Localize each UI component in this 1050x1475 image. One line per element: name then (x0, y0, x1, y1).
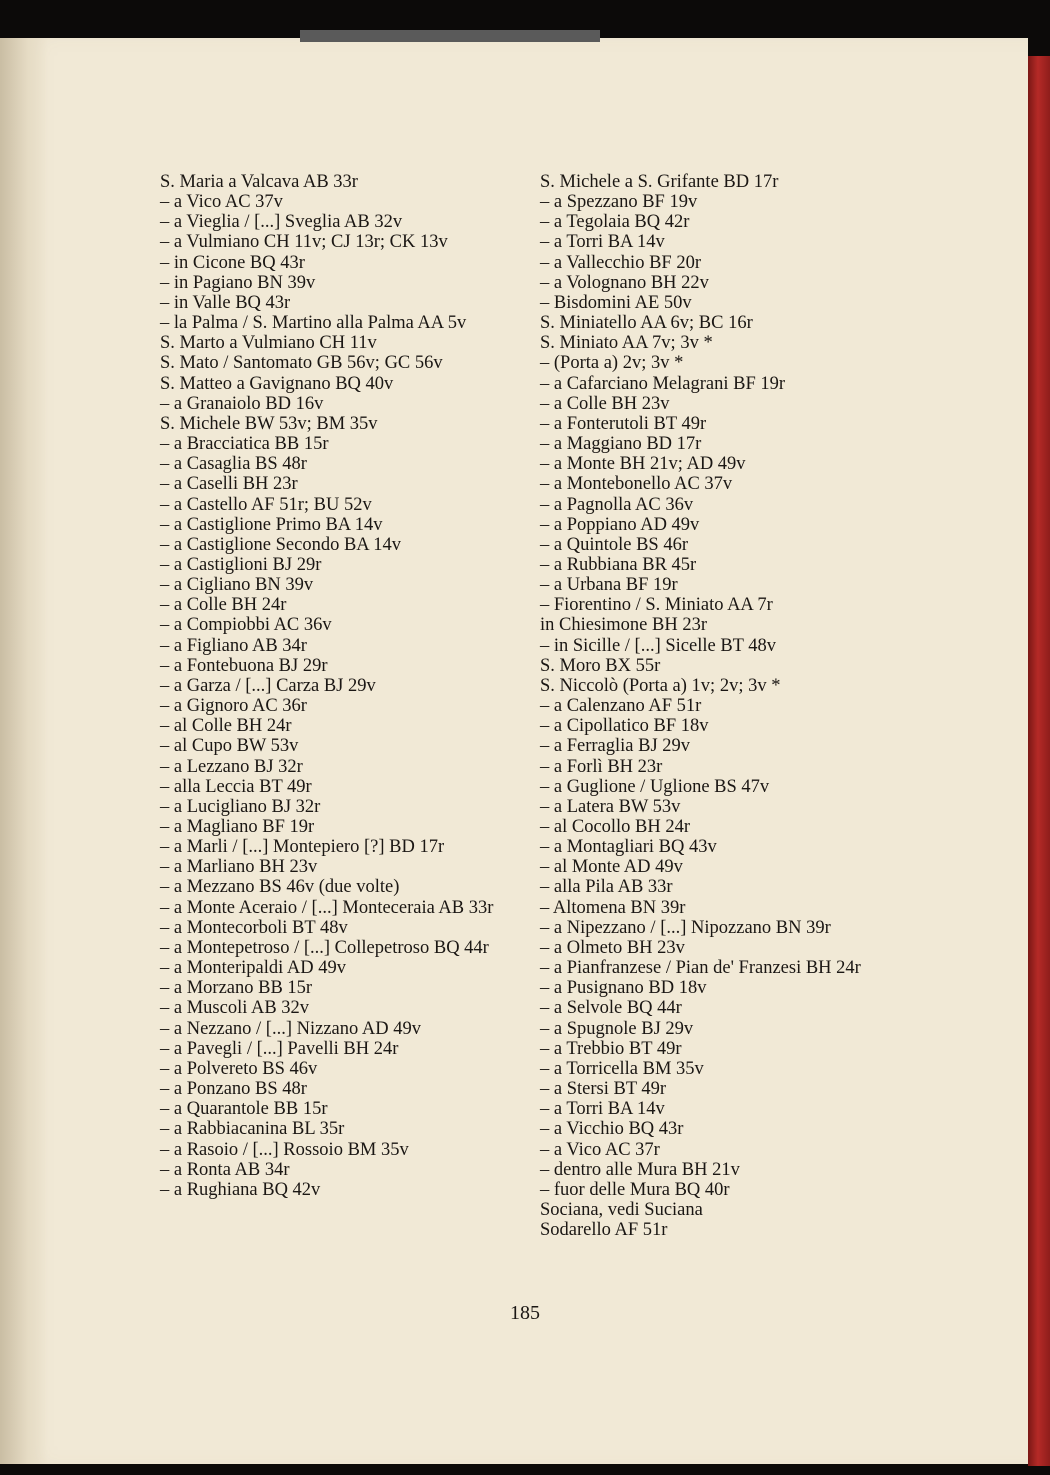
index-entry: – a Casaglia BS 48r (160, 454, 307, 475)
index-entry: – a Pusignano BD 18v (540, 978, 707, 999)
index-entry: – a Vico AC 37v (160, 192, 283, 213)
index-entry: – a Olmeto BH 23v (540, 937, 685, 958)
index-entry: – a Castello AF 51r; BU 52v (160, 494, 372, 515)
index-entry: – a Muscoli AB 32v (160, 998, 310, 1019)
index-entry: S. Matteo a Gavignano BQ 40v (160, 373, 394, 394)
index-entry: S. Mato / Santomato GB 56v; GC 56v (160, 353, 443, 374)
index-entry: S. Miniatello AA 6v; BC 16r (540, 313, 753, 334)
index-entry: – a Stersi BT 49r (540, 1079, 667, 1100)
index-entry: – a Latera BW 53v (540, 796, 681, 817)
index-entry: Sociana, vedi Suciana (540, 1199, 703, 1220)
index-entry: S. Miniato AA 7v; 3v * (540, 333, 713, 354)
index-entry: – a Fonterutoli BT 49r (540, 413, 707, 434)
binding-strip (300, 30, 600, 42)
index-entry: – a Castiglioni BJ 29r (160, 554, 322, 575)
index-entry: – la Palma / S. Martino alla Palma AA 5v (160, 313, 467, 334)
index-entry: – a Vieglia / [...] Sveglia AB 32v (160, 212, 403, 233)
index-entry: – a Marliano BH 23v (160, 857, 318, 878)
index-entry: – a Vallecchio BF 20r (540, 252, 701, 273)
index-entry: S. Marto a Vulmiano CH 11v (160, 333, 377, 354)
index-entry: – a Lezzano BJ 32r (160, 756, 303, 777)
index-entry: – a Nezzano / [...] Nizzano AD 49v (160, 1018, 421, 1039)
index-entry: S. Michele a S. Grifante BD 17r (540, 172, 779, 192)
index-entry: – in Cicone BQ 43r (160, 252, 305, 273)
index-entry: – in Sicille / [...] Sicelle BT 48v (540, 635, 777, 656)
index-entry: S. Moro BX 55r (540, 655, 661, 676)
index-entry: – a Torricella BM 35v (540, 1058, 704, 1079)
index-entry: – a Rubbiana BR 45r (540, 554, 697, 575)
index-entry: – Fiorentino / S. Miniato AA 7r (540, 595, 773, 616)
index-entry: – al Monte AD 49v (540, 857, 683, 878)
index-entry: – a Cipollatico BF 18v (540, 716, 709, 737)
index-entry: – a Calenzano AF 51r (540, 696, 702, 717)
index-entry: – a Vico AC 37r (540, 1139, 660, 1160)
index-entry: – al Colle BH 24r (160, 716, 292, 737)
index-entry: – a Montecorboli BT 48v (160, 917, 348, 938)
index-entry: – a Monte Aceraio / [...] Monteceraia AB 33r (160, 897, 494, 918)
index-entry: – a Magliano BF 19r (160, 817, 315, 837)
index-column-right (540, 172, 910, 1240)
index-entry: – a Selvole BQ 44r (540, 998, 682, 1019)
index-entry: – a Pianfranzese / Pian de' Franzesi BH 24r (540, 958, 861, 979)
index-entry: S. Niccolò (Porta a) 1v; 2v; 3v * (540, 675, 781, 696)
index-entry: – a Quintole BS 46r (540, 534, 688, 555)
index-entry: – (Porta a) 2v; 3v * (540, 353, 684, 374)
index-entry: – a Tegolaia BQ 42r (540, 212, 690, 233)
index-entry: – a Spugnole BJ 29v (540, 1018, 694, 1039)
index-entry: – a Mezzano BS 46v (due volte) (160, 877, 400, 898)
index-entry: – a Montagliari BQ 43v (540, 837, 717, 858)
index-entry: – a Pavegli / [...] Pavelli BH 24r (160, 1038, 399, 1059)
index-entry: – a Monte BH 21v; AD 49v (540, 454, 746, 475)
index-entry: – a Compiobbi AC 36v (160, 615, 332, 636)
index-entry: – a Ronta AB 34r (160, 1159, 290, 1180)
index-entry: – a Castiglione Primo BA 14v (160, 514, 383, 535)
page-number: 185 (510, 1302, 540, 1324)
index-entry: – a Urbana BF 19r (540, 575, 678, 596)
index-entry: in Chiesimone BH 23r (540, 615, 708, 636)
index-entry: – a Quarantole BB 15r (160, 1099, 328, 1120)
index-entry: – a Volognano BH 22v (540, 272, 709, 293)
index-entry: – a Morzano BB 15r (160, 978, 313, 999)
index-entry: – a Montebonello AC 37v (540, 474, 733, 495)
page-gutter (0, 38, 48, 1464)
index-entry: – a Trebbio BT 49r (540, 1038, 682, 1059)
index-entry: – a Spezzano BF 19v (540, 192, 698, 213)
index-entry: – a Gignoro AC 36r (160, 696, 307, 717)
index-entry: – al Cupo BW 53v (160, 736, 299, 757)
index-entry: – fuor delle Mura BQ 40r (540, 1179, 730, 1200)
index-entry: – a Poppiano AD 49v (540, 514, 700, 535)
index-entry: – in Pagiano BN 39v (160, 272, 316, 293)
index-entry: – alla Leccia BT 49r (160, 776, 312, 797)
index-entry: Sodarello AF 51r (540, 1220, 668, 1241)
index-entry: – a Marli / [...] Montepiero [?] BD 17r (160, 837, 445, 858)
index-entry: – a Nipezzano / [...] Nipozzano BN 39r (540, 917, 831, 938)
index-entry: – in Valle BQ 43r (160, 292, 291, 313)
index-entry: S. Michele BW 53v; BM 35v (160, 413, 378, 434)
index-entry: – a Rabbiacanina BL 35r (160, 1119, 345, 1140)
index-entry: – a Colle BH 24r (160, 595, 287, 616)
index-entry: S. Maria a Valcava AB 33r (160, 172, 358, 192)
index-entry: – Altomena BN 39r (540, 897, 686, 918)
index-entry: – a Guglione / Uglione BS 47v (540, 776, 770, 797)
index-entry: – a Vicchio BQ 43r (540, 1119, 684, 1140)
index-entry: – a Figliano AB 34r (160, 635, 307, 656)
index-entry: – a Ferraglia BJ 29v (540, 736, 691, 757)
index-entry: – a Montepetroso / [...] Collepetroso BQ 44r (160, 937, 489, 958)
index-entry: – a Pagnolla AC 36v (540, 494, 694, 515)
index-entry: – a Fontebuona BJ 29r (160, 655, 328, 676)
index-entry: – a Rasoio / [...] Rossoio BM 35v (160, 1139, 409, 1160)
index-entry: – Bisdomini AE 50v (540, 292, 692, 313)
index-entry: – a Forlì BH 23r (540, 756, 663, 777)
index-entry: – a Bracciatica BB 15r (160, 434, 329, 455)
index-entry: – a Torri BA 14v (540, 232, 665, 253)
index-entry: – a Torri BA 14v (540, 1099, 665, 1120)
index-entry: – a Polvereto BS 46v (160, 1058, 318, 1079)
index-entry: – a Garza / [...] Carza BJ 29v (160, 675, 376, 696)
index-entry: – a Castiglione Secondo BA 14v (160, 534, 401, 555)
index-entry: – a Maggiano BD 17r (540, 434, 702, 455)
index-entry: – a Cafarciano Melagrani BF 19r (540, 373, 786, 394)
index-entry: – a Monteripaldi AD 49v (160, 958, 347, 979)
index-entry: – a Lucigliano BJ 32r (160, 796, 321, 817)
index-entry: – al Cocollo BH 24r (540, 817, 691, 837)
index-entry: – a Caselli BH 23r (160, 474, 298, 495)
red-cover-edge (1028, 56, 1050, 1466)
index-entry: – a Cigliano BN 39v (160, 575, 314, 596)
index-entry: – a Colle BH 23v (540, 393, 670, 414)
index-entry: – a Rughiana BQ 42v (160, 1179, 321, 1200)
index-entry: – a Granaiolo BD 16v (160, 393, 324, 414)
index-entry: – dentro alle Mura BH 21v (540, 1159, 740, 1180)
index-entry: – alla Pila AB 33r (540, 877, 673, 898)
index-entry: – a Vulmiano CH 11v; CJ 13r; CK 13v (160, 232, 448, 253)
index-entry: – a Ponzano BS 48r (160, 1079, 307, 1100)
index-column-left (160, 172, 530, 1200)
